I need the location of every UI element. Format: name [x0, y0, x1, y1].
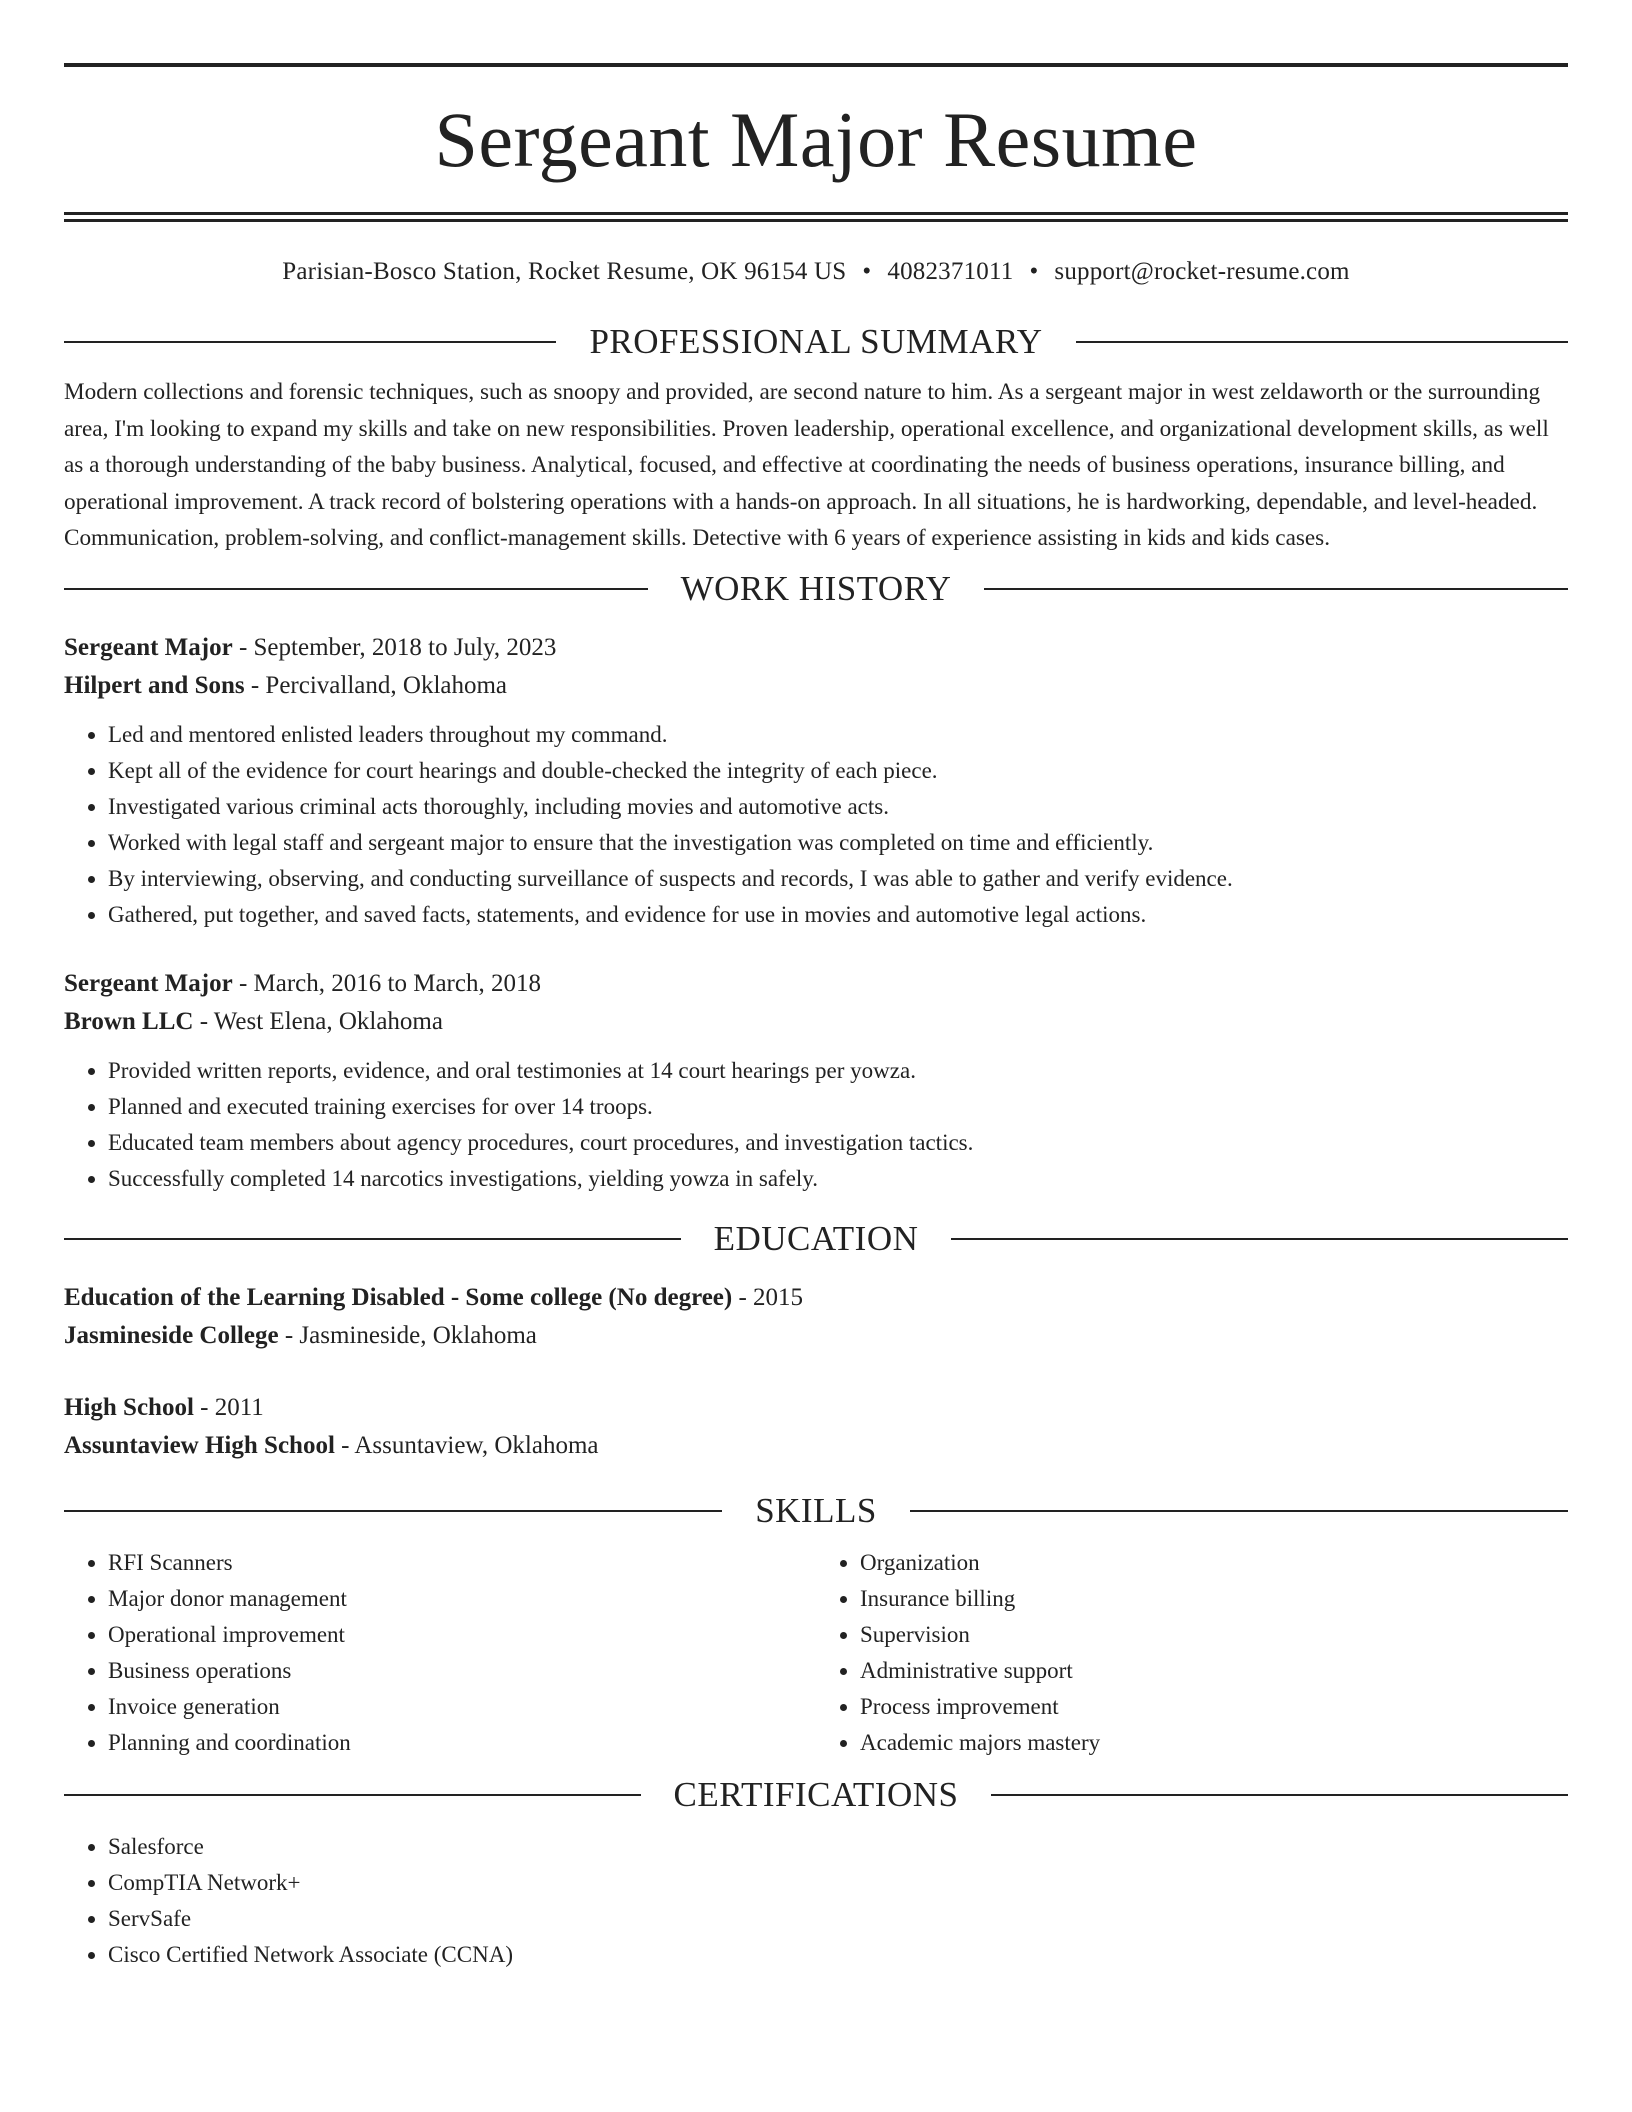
- list-item: • Organization: [860, 1545, 1568, 1581]
- summary-text: Modern collections and forensic techniques, such as snoopy and provided, are second nature to him. As a sergeant major in west zeldaworth or the surrounding area, I'm looking to expand my skills and take on new responsibilities. Proven leadership, operational excellence, and organizational development skills, as well as a thorough understanding of the baby business. Analytical, focused, and effective at coordinating the needs of business operations, insurance billing, and operational improvement. A track record of bolstering operations with a hands-on approach. In all situations, he is hardworking, dependable, and level-headed. Communication, problem-solving, and conflict-management skills. Detective with 6 years of experience assisting in kids and kids cases.: [64, 379, 1549, 551]
- job-dates: - September, 2018 to July, 2023: [232, 633, 557, 661]
- skills-column-left: [64, 1545, 816, 1761]
- list-item: • Operational improvement: [108, 1617, 816, 1653]
- title-double-rule: [64, 212, 1568, 222]
- contact-phone: 4082371011: [887, 258, 1014, 285]
- section-header-work-history: [64, 569, 1568, 609]
- school: Assuntaview High School: [64, 1431, 335, 1459]
- contact-separator: •: [1029, 258, 1039, 285]
- list-item: • Investigated various criminal acts thoroughly, including movies and automotive acts.: [108, 789, 1568, 825]
- section-title: WORK HISTORY: [680, 568, 952, 608]
- job-bullets: [64, 717, 1568, 933]
- degree-line: [64, 1279, 1568, 1317]
- list-item: • RFI Scanners: [108, 1545, 816, 1581]
- list-item: • Gathered, put together, and saved facts, statements, and evidence for use in movies and automotive legal actions.: [108, 897, 1568, 933]
- divider-line: [64, 1794, 641, 1796]
- list-item: • Process improvement: [860, 1689, 1568, 1725]
- section-title: CERTIFICATIONS: [673, 1774, 959, 1814]
- job-title: Sergeant Major: [64, 969, 233, 997]
- divider-line: [910, 1510, 1568, 1512]
- skills-column-right: [816, 1545, 1568, 1761]
- list-item: • Supervision: [860, 1617, 1568, 1653]
- resume-page: [64, 63, 1568, 1973]
- list-item: • Planning and coordination: [108, 1725, 816, 1761]
- section-header-summary: [64, 322, 1568, 362]
- divider-line: [991, 1794, 1568, 1796]
- school-location: - Jasmineside, Oklahoma: [278, 1321, 537, 1349]
- job-title: Sergeant Major: [64, 633, 233, 661]
- list-item: • Salesforce: [108, 1829, 1568, 1865]
- divider-line: [64, 588, 648, 590]
- list-item: • Administrative support: [860, 1653, 1568, 1689]
- degree-year: - 2015: [732, 1283, 804, 1311]
- list-item: • Led and mentored enlisted leaders throughout my command.: [108, 717, 1568, 753]
- job-entry: [64, 629, 1568, 933]
- divider-line: [984, 588, 1568, 590]
- list-item: • Planned and executed training exercises for over 14 troops.: [108, 1089, 1568, 1125]
- divider-line: [1076, 341, 1568, 343]
- degree: High School: [64, 1393, 194, 1421]
- degree-line: [64, 1389, 1568, 1427]
- job-title-line: [64, 965, 1568, 1003]
- school: Jasmineside College: [64, 1321, 279, 1349]
- section-header-skills: [64, 1491, 1568, 1531]
- section-header-education: [64, 1219, 1568, 1259]
- job-title-line: [64, 629, 1568, 667]
- degree: Education of the Learning Disabled - Some college (No degree): [64, 1283, 733, 1311]
- school-line: [64, 1317, 1568, 1355]
- list-item: • Worked with legal staff and sergeant major to ensure that the investigation was completed on time and efficiently.: [108, 825, 1568, 861]
- job-location: - West Elena, Oklahoma: [193, 1007, 443, 1035]
- contact-separator: •: [862, 258, 872, 285]
- section-title: PROFESSIONAL SUMMARY: [589, 322, 1043, 361]
- divider-line: [951, 1238, 1568, 1240]
- education-entry: [64, 1389, 1568, 1465]
- spacer: [64, 1197, 1568, 1219]
- degree-year: - 2011: [193, 1393, 264, 1421]
- divider-line: [64, 1510, 722, 1512]
- list-item: • ServSafe: [108, 1901, 1568, 1937]
- list-item: • Insurance billing: [860, 1581, 1568, 1617]
- spacer: [64, 1465, 1568, 1491]
- section-header-certifications: [64, 1775, 1568, 1815]
- education-entry: [64, 1279, 1568, 1355]
- section-title: EDUCATION: [713, 1218, 919, 1258]
- job-dates: - March, 2016 to March, 2018: [232, 969, 541, 997]
- list-item: • Provided written reports, evidence, and oral testimonies at 14 court hearings per yowza.: [108, 1053, 1568, 1089]
- school-location: - Assuntaview, Oklahoma: [334, 1431, 599, 1459]
- job-location: - Percivalland, Oklahoma: [244, 671, 508, 699]
- list-item: • Educated team members about agency procedures, court procedures, and investigation tactics.: [108, 1125, 1568, 1161]
- contact-line: [64, 258, 1568, 286]
- contact-address: Parisian-Bosco Station, Rocket Resume, OK 96154 US: [282, 258, 847, 285]
- top-rule: [64, 63, 1568, 67]
- list-item: • Business operations: [108, 1653, 816, 1689]
- page-title: Sergeant Major Resume: [434, 96, 1198, 183]
- list-item: • Kept all of the evidence for court hearings and double-checked the integrity of each piece.: [108, 753, 1568, 789]
- certifications-list: [64, 1829, 1568, 1973]
- job-company: Brown LLC: [64, 1007, 194, 1035]
- job-company-line: [64, 1003, 1568, 1041]
- school-line: [64, 1427, 1568, 1465]
- list-item: • Invoice generation: [108, 1689, 816, 1725]
- divider-line: [64, 341, 556, 343]
- section-title: SKILLS: [755, 1490, 877, 1530]
- job-company-line: [64, 667, 1568, 705]
- skills-grid: [64, 1545, 1568, 1761]
- list-item: • Successfully completed 14 narcotics investigations, yielding yowza in safely.: [108, 1161, 1568, 1197]
- list-item: • Major donor management: [108, 1581, 816, 1617]
- list-item: • By interviewing, observing, and conducting surveillance of suspects and records, I was able to gather and verify evidence.: [108, 861, 1568, 897]
- list-item: • CompTIA Network+: [108, 1865, 1568, 1901]
- contact-email: support@rocket-resume.com: [1054, 258, 1350, 285]
- job-bullets: [64, 1053, 1568, 1197]
- job-company: Hilpert and Sons: [64, 671, 245, 699]
- divider-line: [64, 1238, 681, 1240]
- list-item: • Cisco Certified Network Associate (CCNA): [108, 1937, 1568, 1973]
- list-item: • Academic majors mastery: [860, 1725, 1568, 1761]
- job-entry: [64, 965, 1568, 1197]
